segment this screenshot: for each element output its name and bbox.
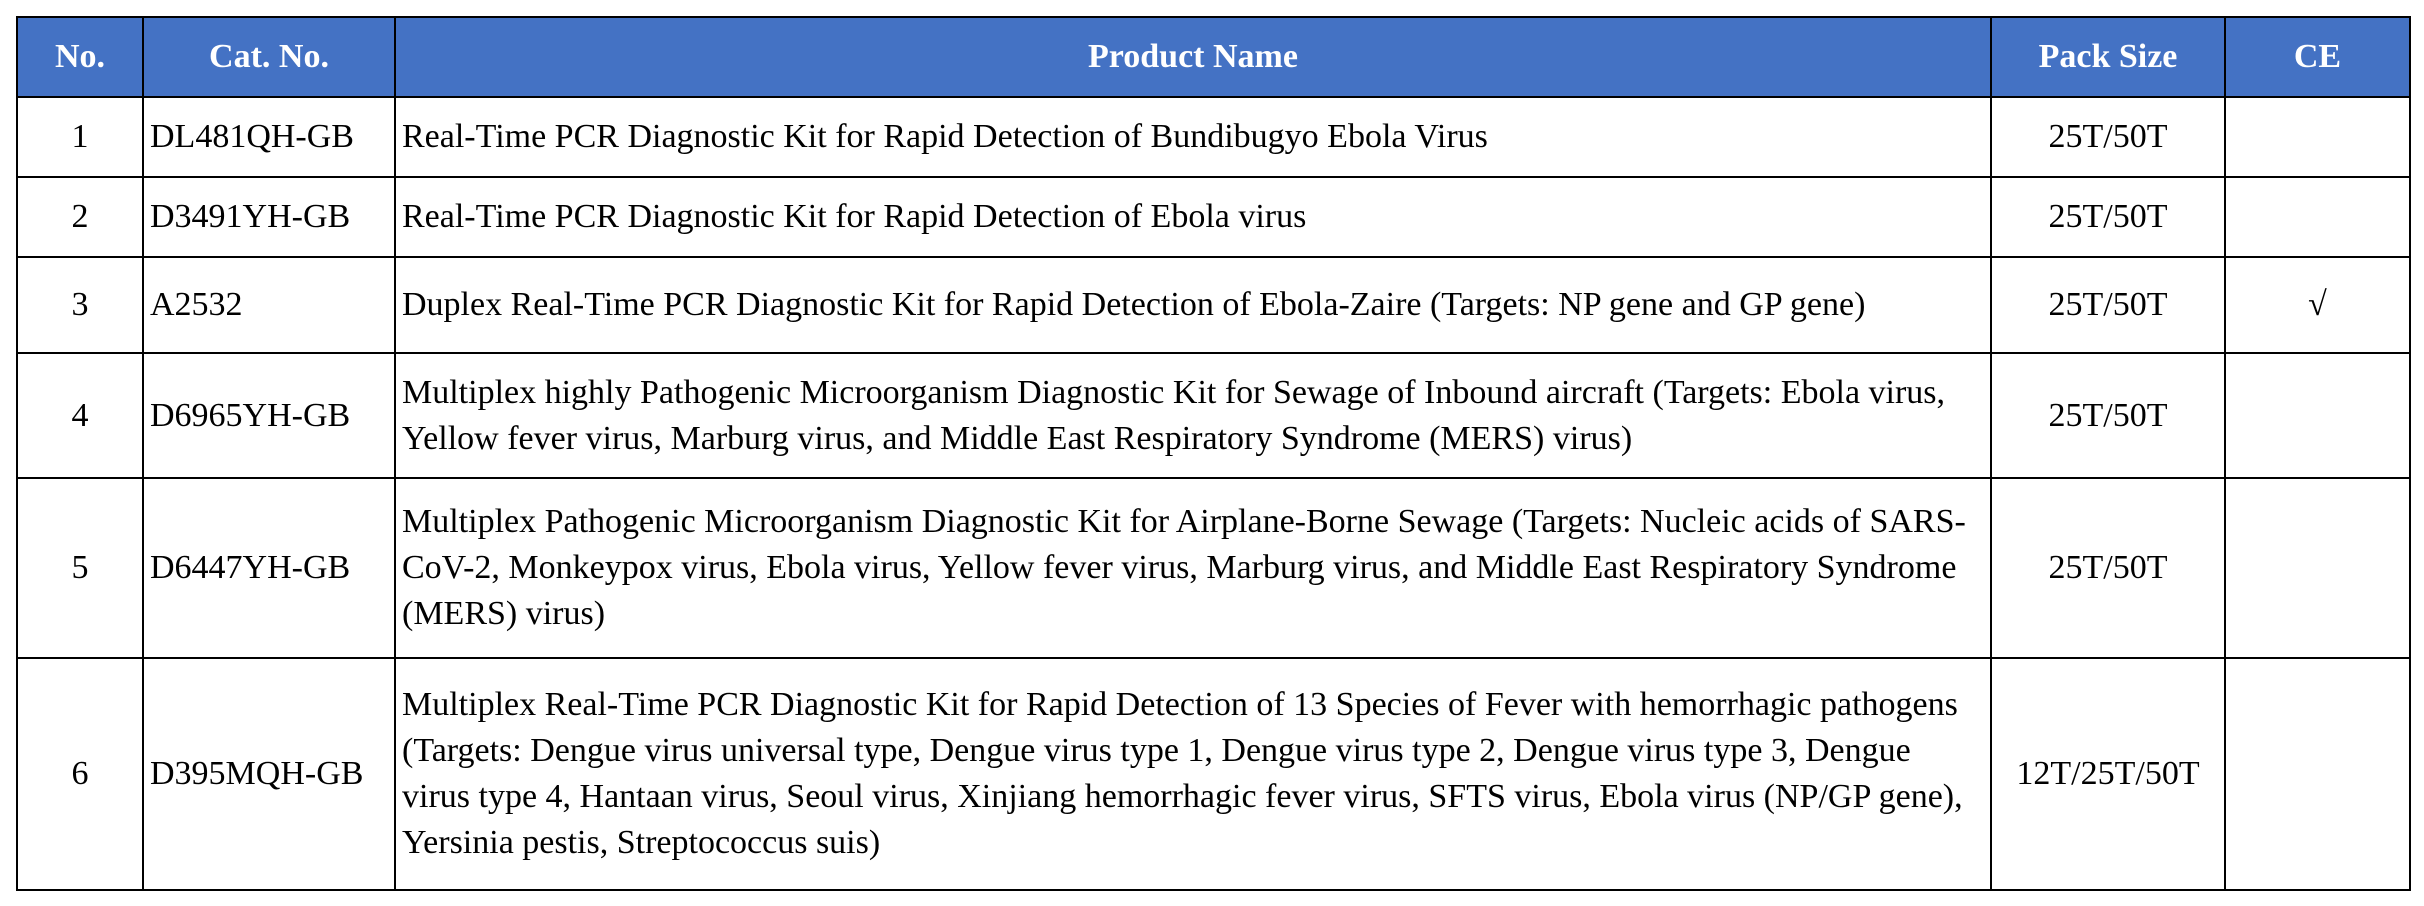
- pack-size: 25T/50T: [1991, 97, 2225, 177]
- ce-mark: [2225, 353, 2410, 478]
- header-row: [17, 17, 2410, 97]
- header-ce: CE: [2225, 17, 2410, 97]
- product-table-container: [16, 16, 2409, 891]
- row-number: 5: [17, 478, 143, 658]
- table-header: [17, 17, 2410, 97]
- header-cat-no: Cat. No.: [143, 17, 395, 97]
- header-pack-size: Pack Size: [1991, 17, 2225, 97]
- ce-mark: [2225, 177, 2410, 257]
- catalog-number: DL481QH-GB: [143, 97, 395, 177]
- row-number: 3: [17, 257, 143, 353]
- product-name: Multiplex highly Pathogenic Microorganism Diagnostic Kit for Sewage of Inbound aircraft (Targets: Ebola virus, Yellow fever virus, Marburg virus, and Middle East Respiratory Syndrome (MERS) virus): [395, 353, 1991, 478]
- row-number: 1: [17, 97, 143, 177]
- pack-size: 25T/50T: [1991, 257, 2225, 353]
- product-name: Multiplex Real-Time PCR Diagnostic Kit for Rapid Detection of 13 Species of Fever with hemorrhagic pathogens (Targets: Dengue virus universal type, Dengue virus type 1, Dengue virus type 2, Dengue virus type 3, Dengue virus type 4, Hantaan virus, Seoul virus, Xinjiang hemorrhagic fever virus, SFTS virus, Ebola virus (NP/GP gene), Yersinia pestis, Streptococcus suis): [395, 658, 1991, 890]
- ce-mark: [2225, 97, 2410, 177]
- table-row: [17, 658, 2410, 890]
- product-name: Multiplex Pathogenic Microorganism Diagnostic Kit for Airplane-Borne Sewage (Targets: Nucleic acids of SARS-CoV-2, Monkeypox virus, Ebola virus, Yellow fever virus, Marburg virus, and Middle East Respiratory Syndrome (MERS) virus): [395, 478, 1991, 658]
- table-row: [17, 478, 2410, 658]
- table-row: [17, 177, 2410, 257]
- catalog-number: D6965YH-GB: [143, 353, 395, 478]
- row-number: 6: [17, 658, 143, 890]
- pack-size: 25T/50T: [1991, 177, 2225, 257]
- header-no: No.: [17, 17, 143, 97]
- header-product-name: Product Name: [395, 17, 1991, 97]
- product-table: [16, 16, 2411, 891]
- ce-check-mark: √: [2225, 257, 2410, 353]
- row-number: 4: [17, 353, 143, 478]
- table-row: [17, 257, 2410, 353]
- catalog-number: D395MQH-GB: [143, 658, 395, 890]
- pack-size: 12T/25T/50T: [1991, 658, 2225, 890]
- table-body: [17, 97, 2410, 890]
- catalog-number: D3491YH-GB: [143, 177, 395, 257]
- ce-mark: [2225, 478, 2410, 658]
- catalog-number: A2532: [143, 257, 395, 353]
- row-number: 2: [17, 177, 143, 257]
- pack-size: 25T/50T: [1991, 478, 2225, 658]
- table-row: [17, 97, 2410, 177]
- product-name: Real-Time PCR Diagnostic Kit for Rapid Detection of Bundibugyo Ebola Virus: [395, 97, 1991, 177]
- product-name: Duplex Real-Time PCR Diagnostic Kit for Rapid Detection of Ebola-Zaire (Targets: NP gene and GP gene): [395, 257, 1991, 353]
- pack-size: 25T/50T: [1991, 353, 2225, 478]
- product-name: Real-Time PCR Diagnostic Kit for Rapid Detection of Ebola virus: [395, 177, 1991, 257]
- catalog-number: D6447YH-GB: [143, 478, 395, 658]
- table-row: [17, 353, 2410, 478]
- ce-mark: [2225, 658, 2410, 890]
